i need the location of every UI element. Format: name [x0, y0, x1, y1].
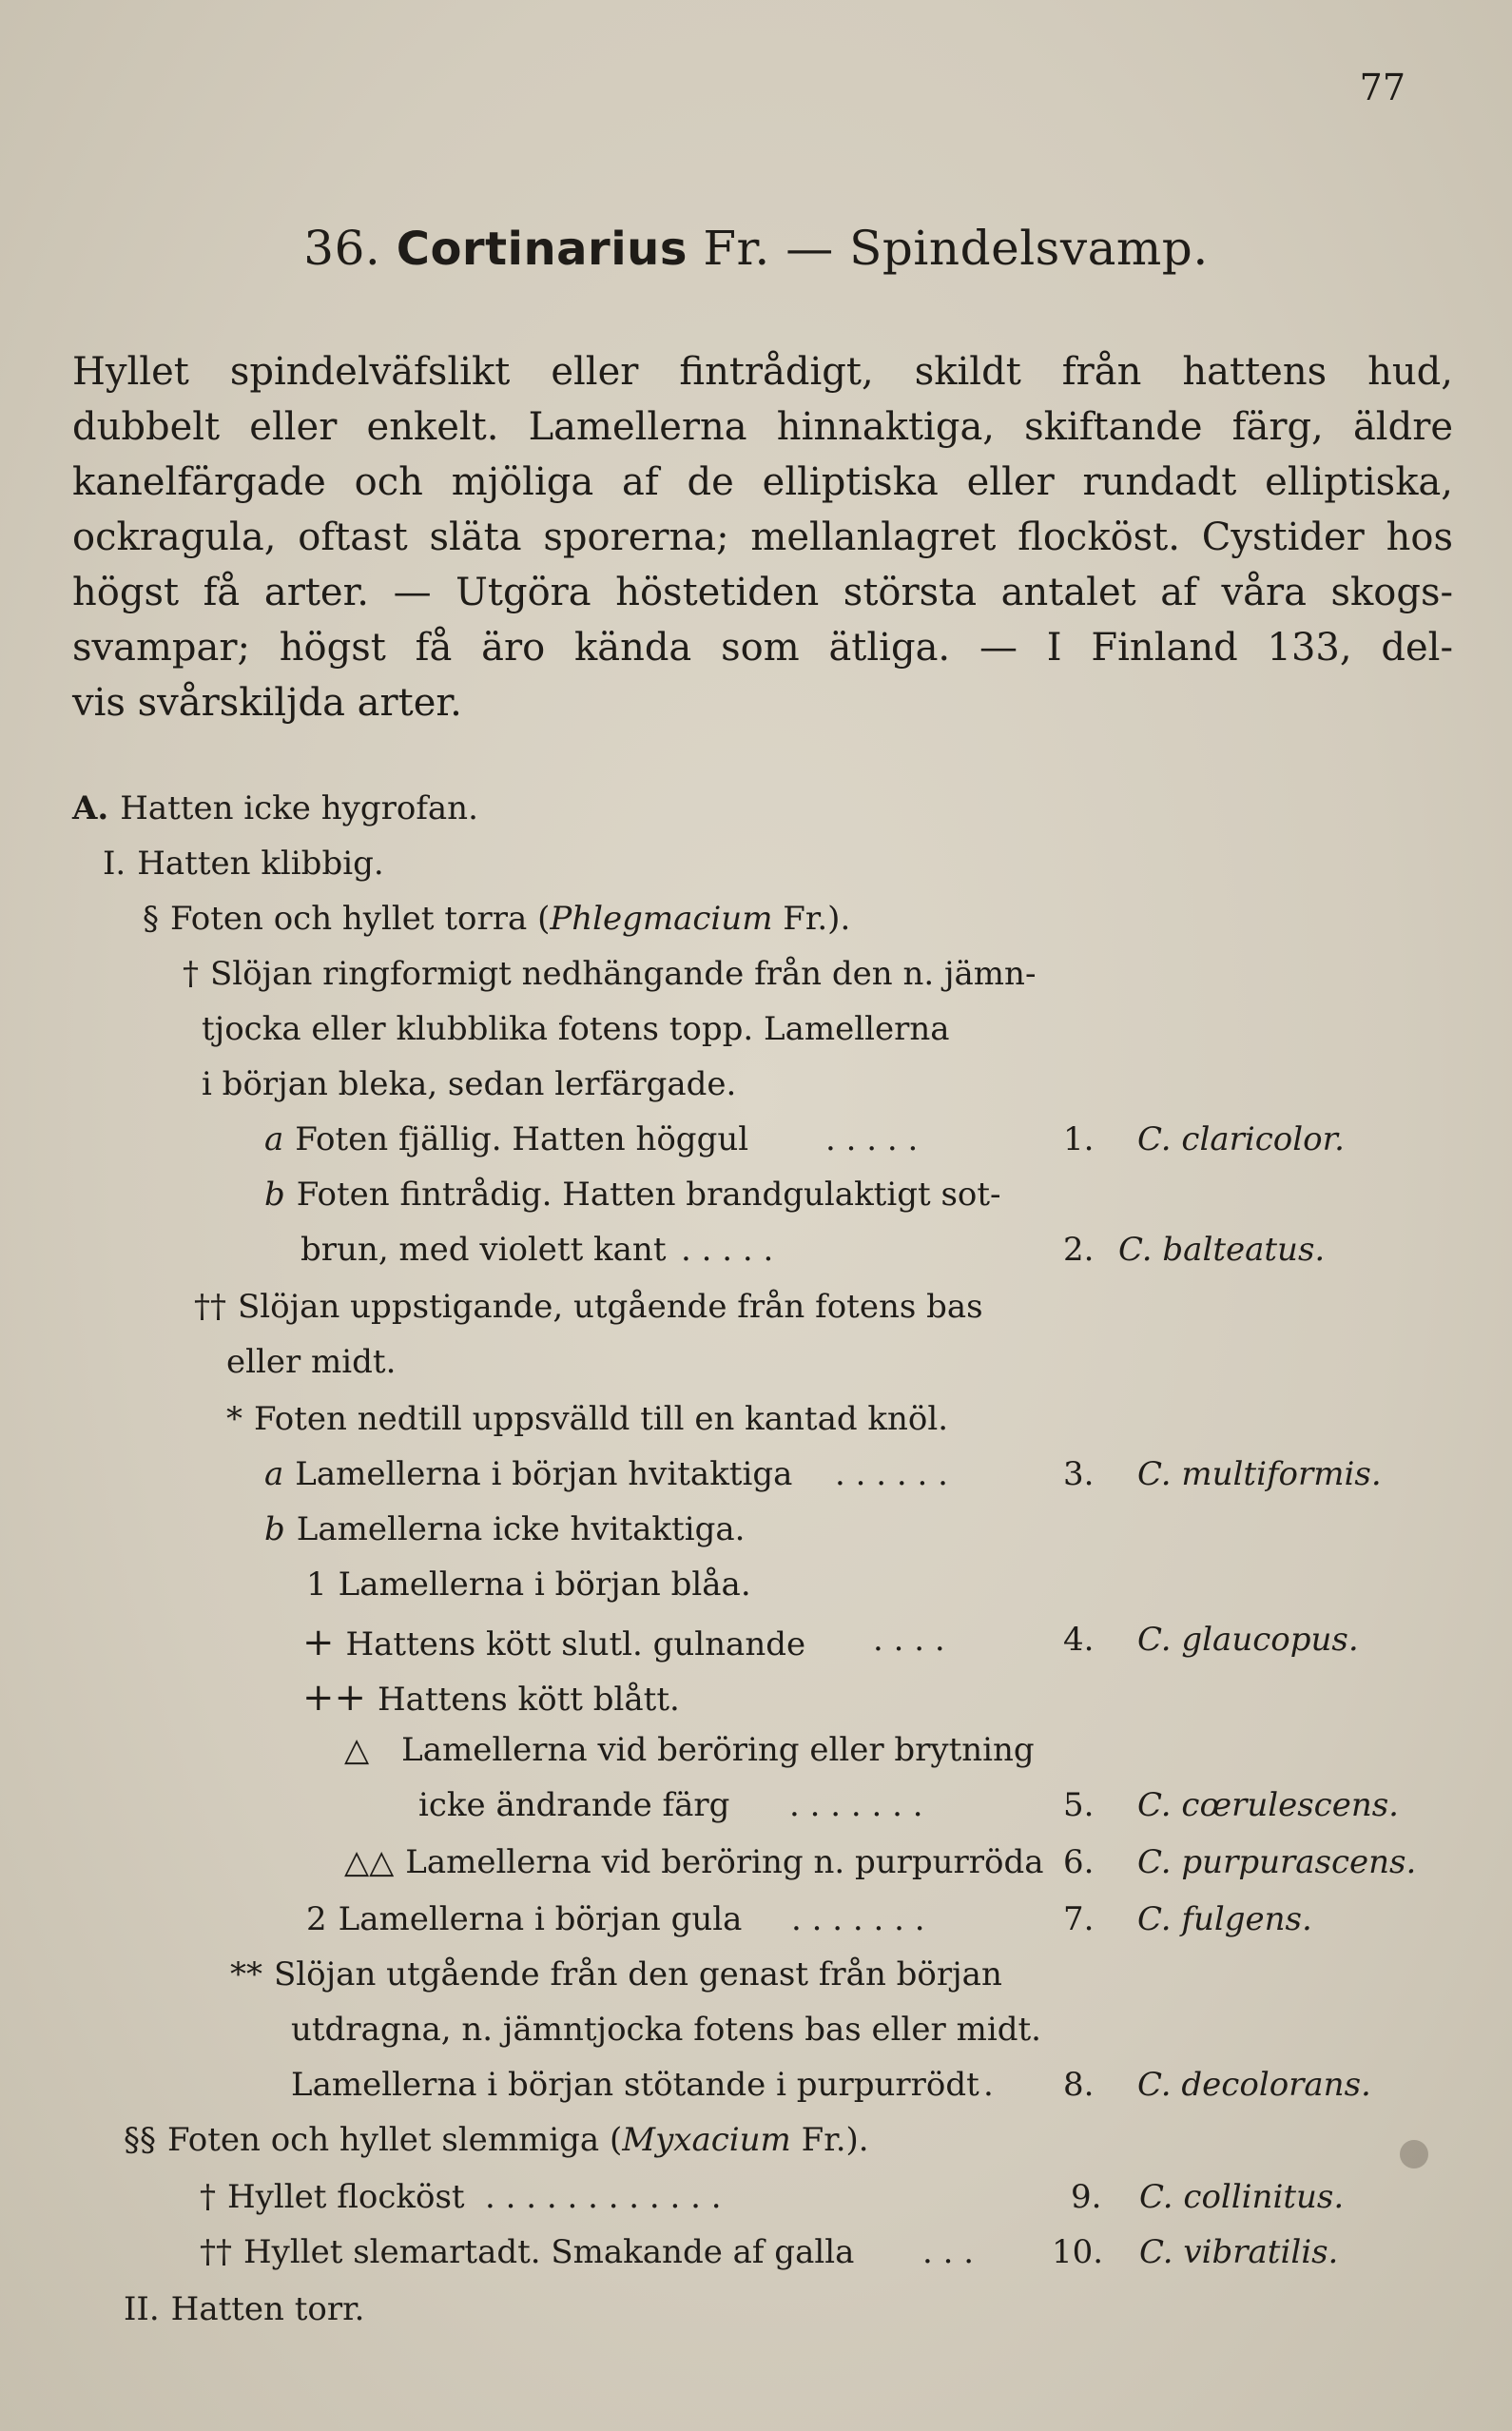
key-text: Foten nedtill uppsvälld till en kantad knöl. — [254, 1400, 949, 1438]
key-text: Foten och hyllet torra ( — [170, 900, 551, 938]
species-number: 4. — [1063, 1621, 1095, 1659]
key-entry-section — [143, 900, 850, 938]
key-entry-species — [344, 1843, 1504, 1881]
key-text: Hyllet flocköst — [227, 2178, 465, 2216]
species-number: 8. — [1063, 2066, 1095, 2104]
key-text: Lamellerna i början gula — [338, 1900, 743, 1938]
intro-line: kanelfärgade och mjöliga af de elliptiska eller rundadt elliptiska, — [72, 460, 1453, 504]
key-marker: a — [264, 1120, 284, 1158]
key-text: Hatten icke hygrofan. — [120, 789, 478, 827]
key-marker: △ — [344, 1731, 370, 1769]
key-entry-species — [291, 2066, 1508, 2104]
heading-dash: — — [785, 221, 834, 276]
key-marker: I. — [103, 845, 126, 883]
species-name: C. balteatus. — [1118, 1231, 1326, 1269]
leader-dots: . . . . . — [825, 1120, 919, 1158]
key-text: Lamellerna icke hvitaktiga. — [296, 1510, 746, 1548]
section-heading — [0, 221, 1512, 276]
subgenus-name: Myxacium — [622, 2121, 791, 2159]
species-name: C. multiformis. — [1137, 1455, 1382, 1493]
key-text: Hattens kött blått. — [378, 1681, 680, 1719]
page-number: 77 — [1359, 67, 1405, 108]
key-entry-1 — [306, 1566, 751, 1604]
key-text: brun, med violett kant — [300, 1231, 667, 1269]
leader-dots: . . . . . — [681, 1231, 774, 1269]
key-text: Hattens kött slutl. gulnande — [345, 1625, 806, 1663]
key-text: Hyllet slemartadt. Smakande af galla — [243, 2233, 855, 2271]
species-number: 5. — [1063, 1786, 1095, 1824]
key-marker: b — [264, 1510, 285, 1548]
key-text: Slöjan uppstigande, utgående från fotens bas — [238, 1288, 983, 1326]
key-marker: ++ — [302, 1676, 367, 1720]
species-name: C. cœrulescens. — [1137, 1786, 1399, 1824]
key-marker: b — [264, 1176, 285, 1214]
key-text: Slöjan utgående från den genast från början — [274, 1955, 1002, 1993]
key-marker: A. — [72, 789, 109, 827]
key-marker: †† — [194, 1288, 226, 1326]
key-marker: §§ — [124, 2121, 156, 2159]
key-marker: § — [143, 900, 159, 938]
key-entry-double-star — [230, 1955, 1002, 1993]
species-name: C. fulgens. — [1137, 1900, 1312, 1938]
species-number: 7. — [1063, 1900, 1095, 1938]
key-entry-star — [226, 1400, 948, 1438]
leader-dots: . . . . — [873, 1621, 945, 1659]
key-entry-double-section — [124, 2121, 869, 2159]
leader-dots: . . . . . . . — [789, 1786, 923, 1824]
key-marker: †† — [200, 2233, 232, 2271]
species-number: 10. — [1052, 2233, 1104, 2271]
key-entry-b — [264, 1510, 745, 1548]
key-entry-species — [306, 1900, 1504, 1938]
species-number: 6. — [1063, 1843, 1095, 1881]
intro-line: ockragula, oftast släta sporerna; mellanlagret flocköst. Cystider hos — [72, 515, 1453, 559]
key-entry-species — [302, 1621, 1501, 1664]
key-entry-double-dagger — [194, 1288, 983, 1326]
intro-line: vis svårskiljda arter. — [72, 681, 462, 725]
key-text-line: utdragna, n. jämntjocka fotens bas eller midt. — [291, 2011, 1041, 2049]
key-text: Lamellerna vid beröring eller brytning — [401, 1731, 1035, 1769]
key-entry-i — [103, 845, 384, 883]
key-entry-species — [300, 1231, 1499, 1269]
key-text: icke ändrande färg — [418, 1786, 730, 1824]
leader-dots: . — [983, 2066, 994, 2104]
intro-line: dubbelt eller enkelt. Lamellerna hinnaktiga, skiftande färg, äldre — [72, 405, 1453, 449]
key-entry-a — [72, 789, 478, 827]
key-text: Hatten klibbig. — [137, 845, 384, 883]
key-text: Lamellerna i början stötande i purpurrödt — [291, 2066, 979, 2104]
intro-line: svampar; högst få äro kända som ätliga. — I Finland 133, del- — [72, 626, 1453, 670]
key-entry-double-plus — [302, 1676, 680, 1720]
key-entry-species — [264, 1120, 1501, 1158]
key-text: Slöjan ringformigt nedhängande från den n. jämn- — [210, 955, 1037, 993]
heading-number: 36. — [303, 221, 381, 276]
key-text: Foten och hyllet slemmiga ( — [167, 2121, 623, 2159]
heading-common-name: Spindelsvamp. — [849, 221, 1209, 276]
species-number: 2. — [1063, 1231, 1095, 1269]
intro-line: högst få arter. — Utgöra höstetiden största antalet af våra skogs- — [72, 571, 1453, 614]
species-number: 3. — [1063, 1455, 1095, 1493]
key-text: Fr.). — [790, 2121, 869, 2159]
species-name: C. glaucopus. — [1137, 1621, 1359, 1659]
key-text: Fr.). — [772, 900, 851, 938]
key-text-line: eller midt. — [226, 1343, 397, 1381]
species-number: 9. — [1071, 2178, 1102, 2216]
species-name: C. claricolor. — [1137, 1120, 1345, 1158]
key-marker: ** — [230, 1955, 262, 1993]
species-name: C. decolorans. — [1137, 2066, 1371, 2104]
key-entry-b — [264, 1176, 1001, 1214]
key-entry-species — [418, 1786, 1502, 1824]
intro-line: Hyllet spindelväfslikt eller fintrådigt, skildt från hattens hud, — [72, 350, 1453, 394]
key-entry-species — [264, 1455, 1501, 1493]
species-name: C. purpurascens. — [1137, 1843, 1417, 1881]
key-marker: △△ — [344, 1843, 395, 1881]
key-text: Foten fjällig. Hatten höggul — [295, 1120, 749, 1158]
key-text: Lamellerna vid beröring n. purpurröda — [405, 1843, 1044, 1881]
key-marker: + — [302, 1621, 335, 1664]
key-entry-species — [200, 2233, 1502, 2271]
heading-genus: Cortinarius — [396, 223, 688, 276]
key-text-line: tjocka eller klubblika fotens topp. Lamellerna — [202, 1010, 950, 1048]
species-name: C. vibratilis. — [1139, 2233, 1339, 2271]
key-marker: 1 — [306, 1566, 327, 1604]
heading-author: Fr. — [703, 221, 770, 276]
leader-dots: . . . — [922, 2233, 975, 2271]
key-marker: † — [200, 2178, 216, 2216]
key-entry-species — [200, 2178, 1502, 2216]
key-text: Lamellerna i början hvitaktiga — [295, 1455, 793, 1493]
key-marker: 2 — [306, 1900, 327, 1938]
leader-dots: . . . . . . — [835, 1455, 948, 1493]
key-marker: a — [264, 1455, 284, 1493]
key-entry-triangle — [344, 1731, 1035, 1769]
intro-paragraph — [72, 344, 1453, 730]
ink-spot — [1400, 2140, 1428, 2168]
subgenus-name: Phlegmacium — [550, 900, 773, 938]
leader-dots: . . . . . . . — [791, 1900, 925, 1938]
species-number: 1. — [1063, 1120, 1095, 1158]
key-entry-dagger — [183, 955, 1036, 993]
key-text: Lamellerna i början blåa. — [338, 1566, 751, 1604]
key-marker: † — [183, 955, 199, 993]
key-entry-ii — [124, 2290, 364, 2328]
leader-dots: . . . . . . . . . . . . — [485, 2178, 722, 2216]
key-marker: II. — [124, 2290, 160, 2328]
key-text: Hatten torr. — [170, 2290, 365, 2328]
key-marker: * — [226, 1400, 242, 1438]
species-name: C. collinitus. — [1139, 2178, 1345, 2216]
key-text: Foten fintrådig. Hatten brandgulaktigt sot- — [296, 1176, 1001, 1214]
key-text-line: i början bleka, sedan lerfärgade. — [202, 1065, 737, 1103]
